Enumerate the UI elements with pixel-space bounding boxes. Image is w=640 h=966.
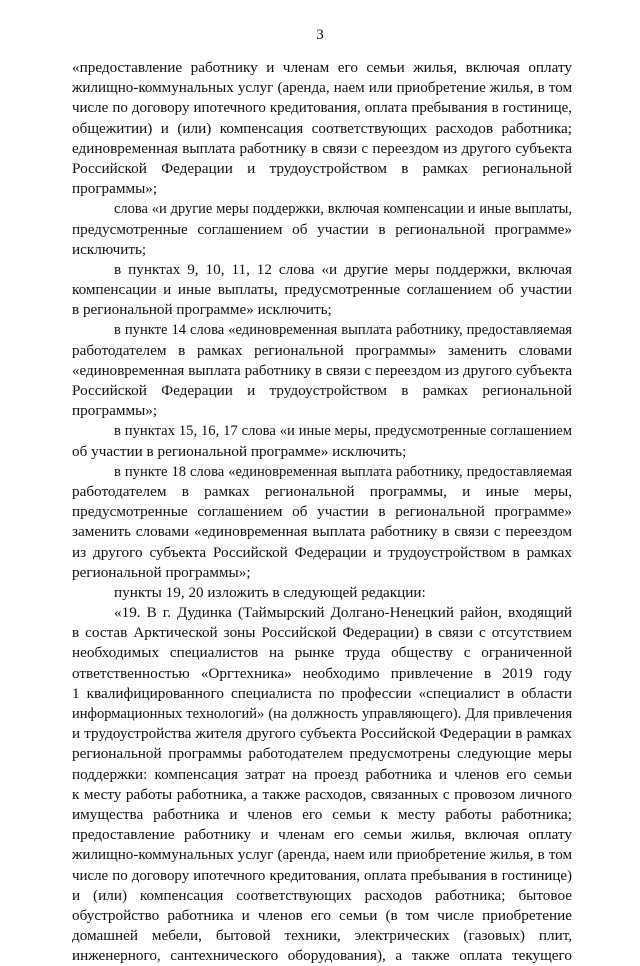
- text-line: работодателем в рамках региональной программы» заменить словами: [72, 341, 572, 359]
- text-line: числе по договору ипотечного кредитования, оплата пребывания в гостинице): [72, 867, 572, 884]
- text-line: Российской Федерации и трудоустройством в рамках региональной: [72, 382, 572, 399]
- text-line: предусмотренные соглашением об участии в региональной программе»: [72, 220, 572, 238]
- text-line: информационных технологий» (на должность управляющего). Для привлечения: [72, 706, 572, 722]
- text-line: заменить словами «единовременная выплата работнику в связи с переездом: [72, 523, 572, 541]
- text-line: в региональной программе» исключить;: [72, 301, 332, 319]
- text-line: и (или) компенсация соответствующих расходов работника; бытовое: [72, 886, 572, 904]
- text-line: и трудоустройства жителя другого субъекта Российской Федерации в рамках: [72, 725, 572, 743]
- text-line: в пункте 18 слова «единовременная выплата работнику, предоставляемая: [114, 463, 572, 480]
- text-line: инженерного, сантехнического оборудования), а также оплата текущего: [72, 947, 572, 965]
- page-number: 3: [316, 27, 324, 43]
- text-line: общежитии) и (или) компенсация соответствующих расходов работника;: [72, 119, 572, 137]
- text-line: «единовременная выплата работнику в связи с переездом из другого субъекта: [72, 362, 572, 379]
- text-line: региональной программы»;: [72, 563, 251, 581]
- text-line: в пункте 14 слова «единовременная выплата работнику, предоставляемая: [114, 322, 572, 339]
- text-line: поддержки: компенсация затрат на проезд работника и членов его семьи: [72, 765, 572, 783]
- text-line: «предоставление работнику и членам его семьи жилья, включая оплату: [72, 59, 572, 76]
- text-line: «19. В г. Дудинка (Таймырский Долгано-Ненецкий район, входящий: [114, 604, 572, 622]
- text-line: ответственностью «Оргтехника» необходимо привлечение в 2019 году: [72, 664, 572, 682]
- text-line: 1 квалифицированного специалиста по профессии «специалист в области: [72, 684, 572, 702]
- text-line: программы»;: [72, 180, 158, 198]
- text-line: жилищно-коммунальных услуг (аренда, наем или приобретение жилья, в том: [72, 80, 572, 97]
- text-line: жилищно-коммунальных услуг (аренда, наем или приобретение жилья, в том: [72, 847, 572, 864]
- text-line: слова «и другие меры поддержки, включая компенсации и иные выплаты,: [114, 201, 572, 218]
- text-line: домашней мебели, бытовой техники, электрических (газовых) плит,: [72, 927, 572, 945]
- text-line: к месту работы работника, а также расходов, связанных с провозом личного: [72, 785, 572, 803]
- text-line: об участии в региональной программе» исключить;: [72, 442, 407, 460]
- text-line: в состав Арктической зоны Российской Федерации) в связи с отсутствием: [72, 624, 572, 642]
- text-line: исключить;: [72, 240, 147, 258]
- text-line: имущества работника и членов его семьи к месту работы работника;: [72, 805, 572, 823]
- text-line: предоставление работнику и членам его семьи жилья, включая оплату: [72, 826, 572, 844]
- text-line: Российской Федерации и трудоустройством в рамках региональной: [72, 159, 572, 177]
- body-text: [72, 58, 572, 966]
- text-line: необходимых специалистов на рынке труда обществу с ограниченной: [72, 644, 572, 662]
- text-line: из другого субъекта Российской Федерации и трудоустройством в рамках: [72, 543, 572, 561]
- text-line: компенсации и иные выплаты, предусмотренные соглашением об участии: [72, 281, 572, 299]
- text-line: предусмотренные соглашением об участии в региональной программе»: [72, 503, 572, 521]
- text-line: программы»;: [72, 402, 158, 420]
- text-line: в пунктах 9, 10, 11, 12 слова «и другие меры поддержки, включая: [114, 260, 572, 278]
- text-line: единовременная выплата работнику в связи с переездом из другого субъекта: [72, 139, 572, 157]
- text-line: обустройство работника и членов его семьи (в том числе приобретение: [72, 906, 572, 924]
- text-line: пункты 19, 20 изложить в следующей редакции:: [114, 583, 426, 601]
- text-line: региональной программы работодателем предусмотрены следующие меры: [72, 745, 572, 763]
- text-line: в пунктах 15, 16, 17 слова «и иные меры, предусмотренные соглашением: [114, 423, 572, 440]
- text-line: работодателем в рамках региональной программы, и иные меры,: [72, 482, 572, 500]
- text-line: числе по договору ипотечного кредитования, оплата пребывания в гостинице,: [72, 100, 572, 117]
